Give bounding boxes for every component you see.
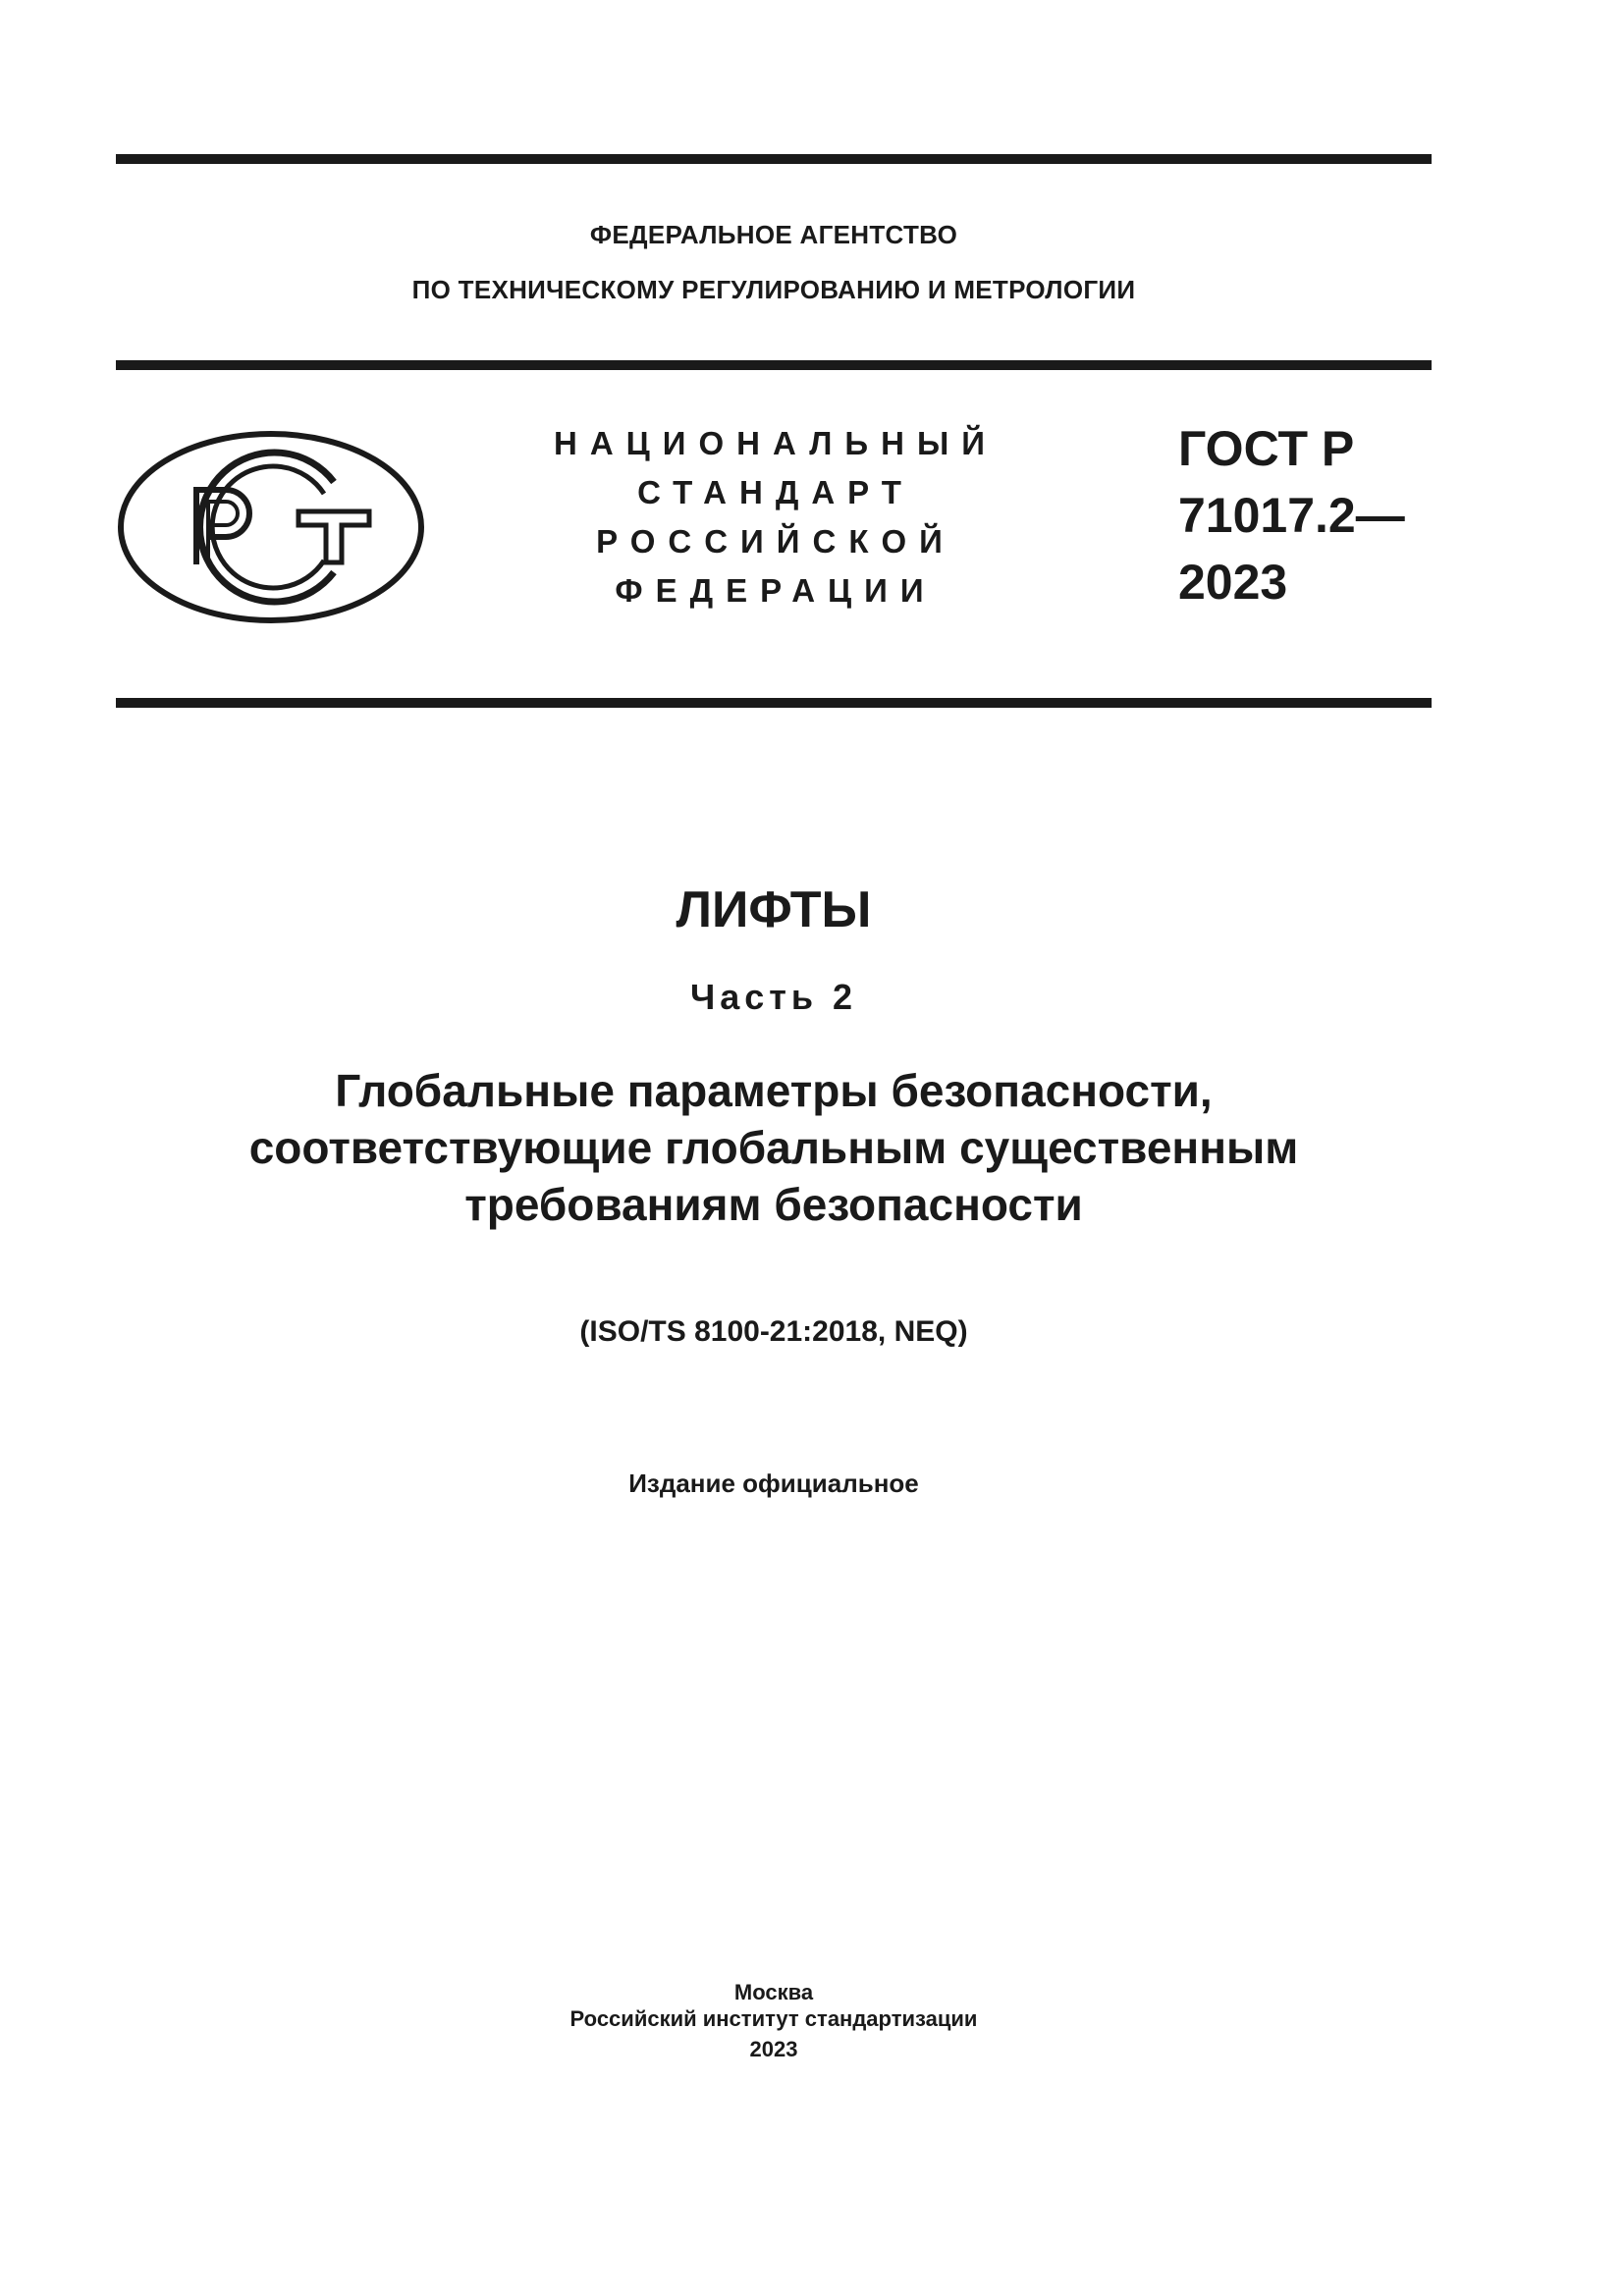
document-subtitle xyxy=(0,1062,1547,1233)
standard-designation-number: 71017.2— xyxy=(1178,488,1405,543)
imprint-year: 2023 xyxy=(749,2037,798,2061)
imprint-publisher: Российский институт стандартизации xyxy=(569,2006,978,2031)
title-divider-rule xyxy=(116,698,1432,708)
rst-logo-icon xyxy=(116,429,426,625)
document-subtitle-line: Глобальные параметры безопасности, xyxy=(335,1065,1213,1116)
document-part: Часть 2 xyxy=(689,977,858,1017)
national-standard-line: СТАНДАРТ xyxy=(637,474,914,510)
standard-designation-prefix: ГОСТ Р xyxy=(1178,421,1355,476)
top-rule xyxy=(116,154,1432,164)
document-subtitle-line: требованиям безопасности xyxy=(464,1179,1083,1230)
standard-designation-year: 2023 xyxy=(1178,555,1288,610)
document-subtitle-line: соответствующие глобальным существенным xyxy=(248,1122,1299,1173)
iso-reference: (ISO/TS 8100-21:2018, NEQ) xyxy=(579,1315,968,1348)
national-standard-line: НАЦИОНАЛЬНЫЙ xyxy=(554,425,998,461)
document-title: ЛИФТЫ xyxy=(676,881,872,938)
national-standard-line: РОССИЙСКОЙ xyxy=(596,523,955,560)
agency-name-line-1: ФЕДЕРАЛЬНОЕ АГЕНТСТВО xyxy=(589,220,958,249)
header-divider-rule xyxy=(116,360,1432,370)
imprint-city: Москва xyxy=(733,1980,814,2004)
national-standard-line: ФЕДЕРАЦИИ xyxy=(615,572,937,609)
agency-name-line-2: ПО ТЕХНИЧЕСКОМУ РЕГУЛИРОВАНИЮ И МЕТРОЛОГИИ xyxy=(411,275,1136,304)
edition-label: Издание официальное xyxy=(628,1468,919,1498)
